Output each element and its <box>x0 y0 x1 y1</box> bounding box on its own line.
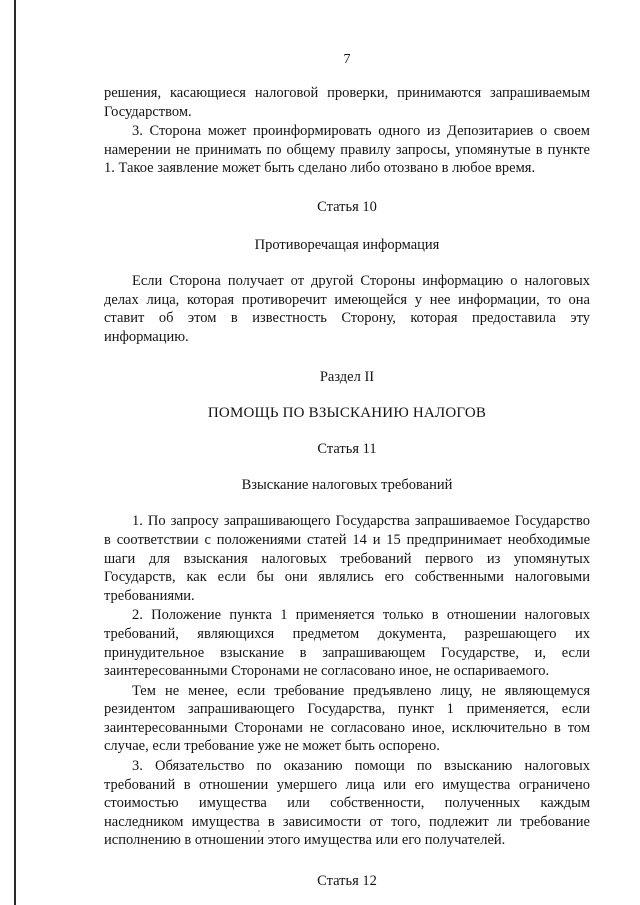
article-11-paragraph-2b: Тем не менее, если требование предъявлено лицу, не являющемуся резидентом запрашивающего Государства, пункт 1 применяется, если заинтересованными Сторонами не согласовано иное, исключительно в том случае, если требование уже не может быть оспорено. <box>104 682 590 755</box>
continuation-paragraph: решения, касающиеся налоговой проверки, принимаются запрашиваемым Государством. <box>104 85 590 120</box>
article-11-paragraph-1: 1. По запросу запрашивающего Государства запрашиваемое Государство в соответствии с положениями статей 14 и 15 предпринимает необходимые шаги для взыскания налоговых требований первого из упомянутых Государств, как если бы они являлись его собственными налоговыми требованиями. <box>104 513 590 604</box>
scan-speck <box>258 830 260 832</box>
scan-left-edge <box>14 0 16 905</box>
article-10-text: Если Сторона получает от другой Стороны информацию о налоговых делах лица, которая противоречит имеющейся у нее информации, то она ставит об этом в известность Сторону, которая предоставила эту информацию. <box>104 272 590 345</box>
paragraph-3: 3. Сторона может проинформировать одного из Депозитариев о своем намерении не принимать по общему правилу запросы, упомянутые в пункте 1. Такое заявление может быть сделано либо отозвано в любое время. <box>104 123 590 177</box>
section-2-title: ПОМОЩЬ ПО ВЗЫСКАНИЮ НАЛОГОВ <box>207 405 487 422</box>
page-number: 7 <box>343 52 351 67</box>
article-12-label: Статья 12 <box>317 873 377 890</box>
article-11-paragraph-2: 2. Положение пункта 1 применяется только в отношении налоговых требований, являющихся предметом документа, разрешающего их принудительное взыскание в запрашивающем Государстве, и, если заинтересованными Сторонами не согласовано иное, не оспариваемого. <box>104 607 590 680</box>
article-11-label: Статья 11 <box>317 441 377 458</box>
section-2-label: Раздел II <box>319 369 375 386</box>
article-11-title: Взыскание налоговых требований <box>241 477 453 494</box>
document-page <box>104 52 590 890</box>
article-10-label: Статья 10 <box>317 198 377 215</box>
article-11-paragraph-3: 3. Обязательство по оказанию помощи по взысканию налоговых требований в отношении умершего лица или его имущества ограничено стоимостью имущества или собственности, полученных каждым наследником имущества в зависимости от того, подлежит ли требование исполнению в отношении этого имущества или его получателей. <box>104 758 590 849</box>
article-10-title: Противоречащая информация <box>254 236 440 253</box>
